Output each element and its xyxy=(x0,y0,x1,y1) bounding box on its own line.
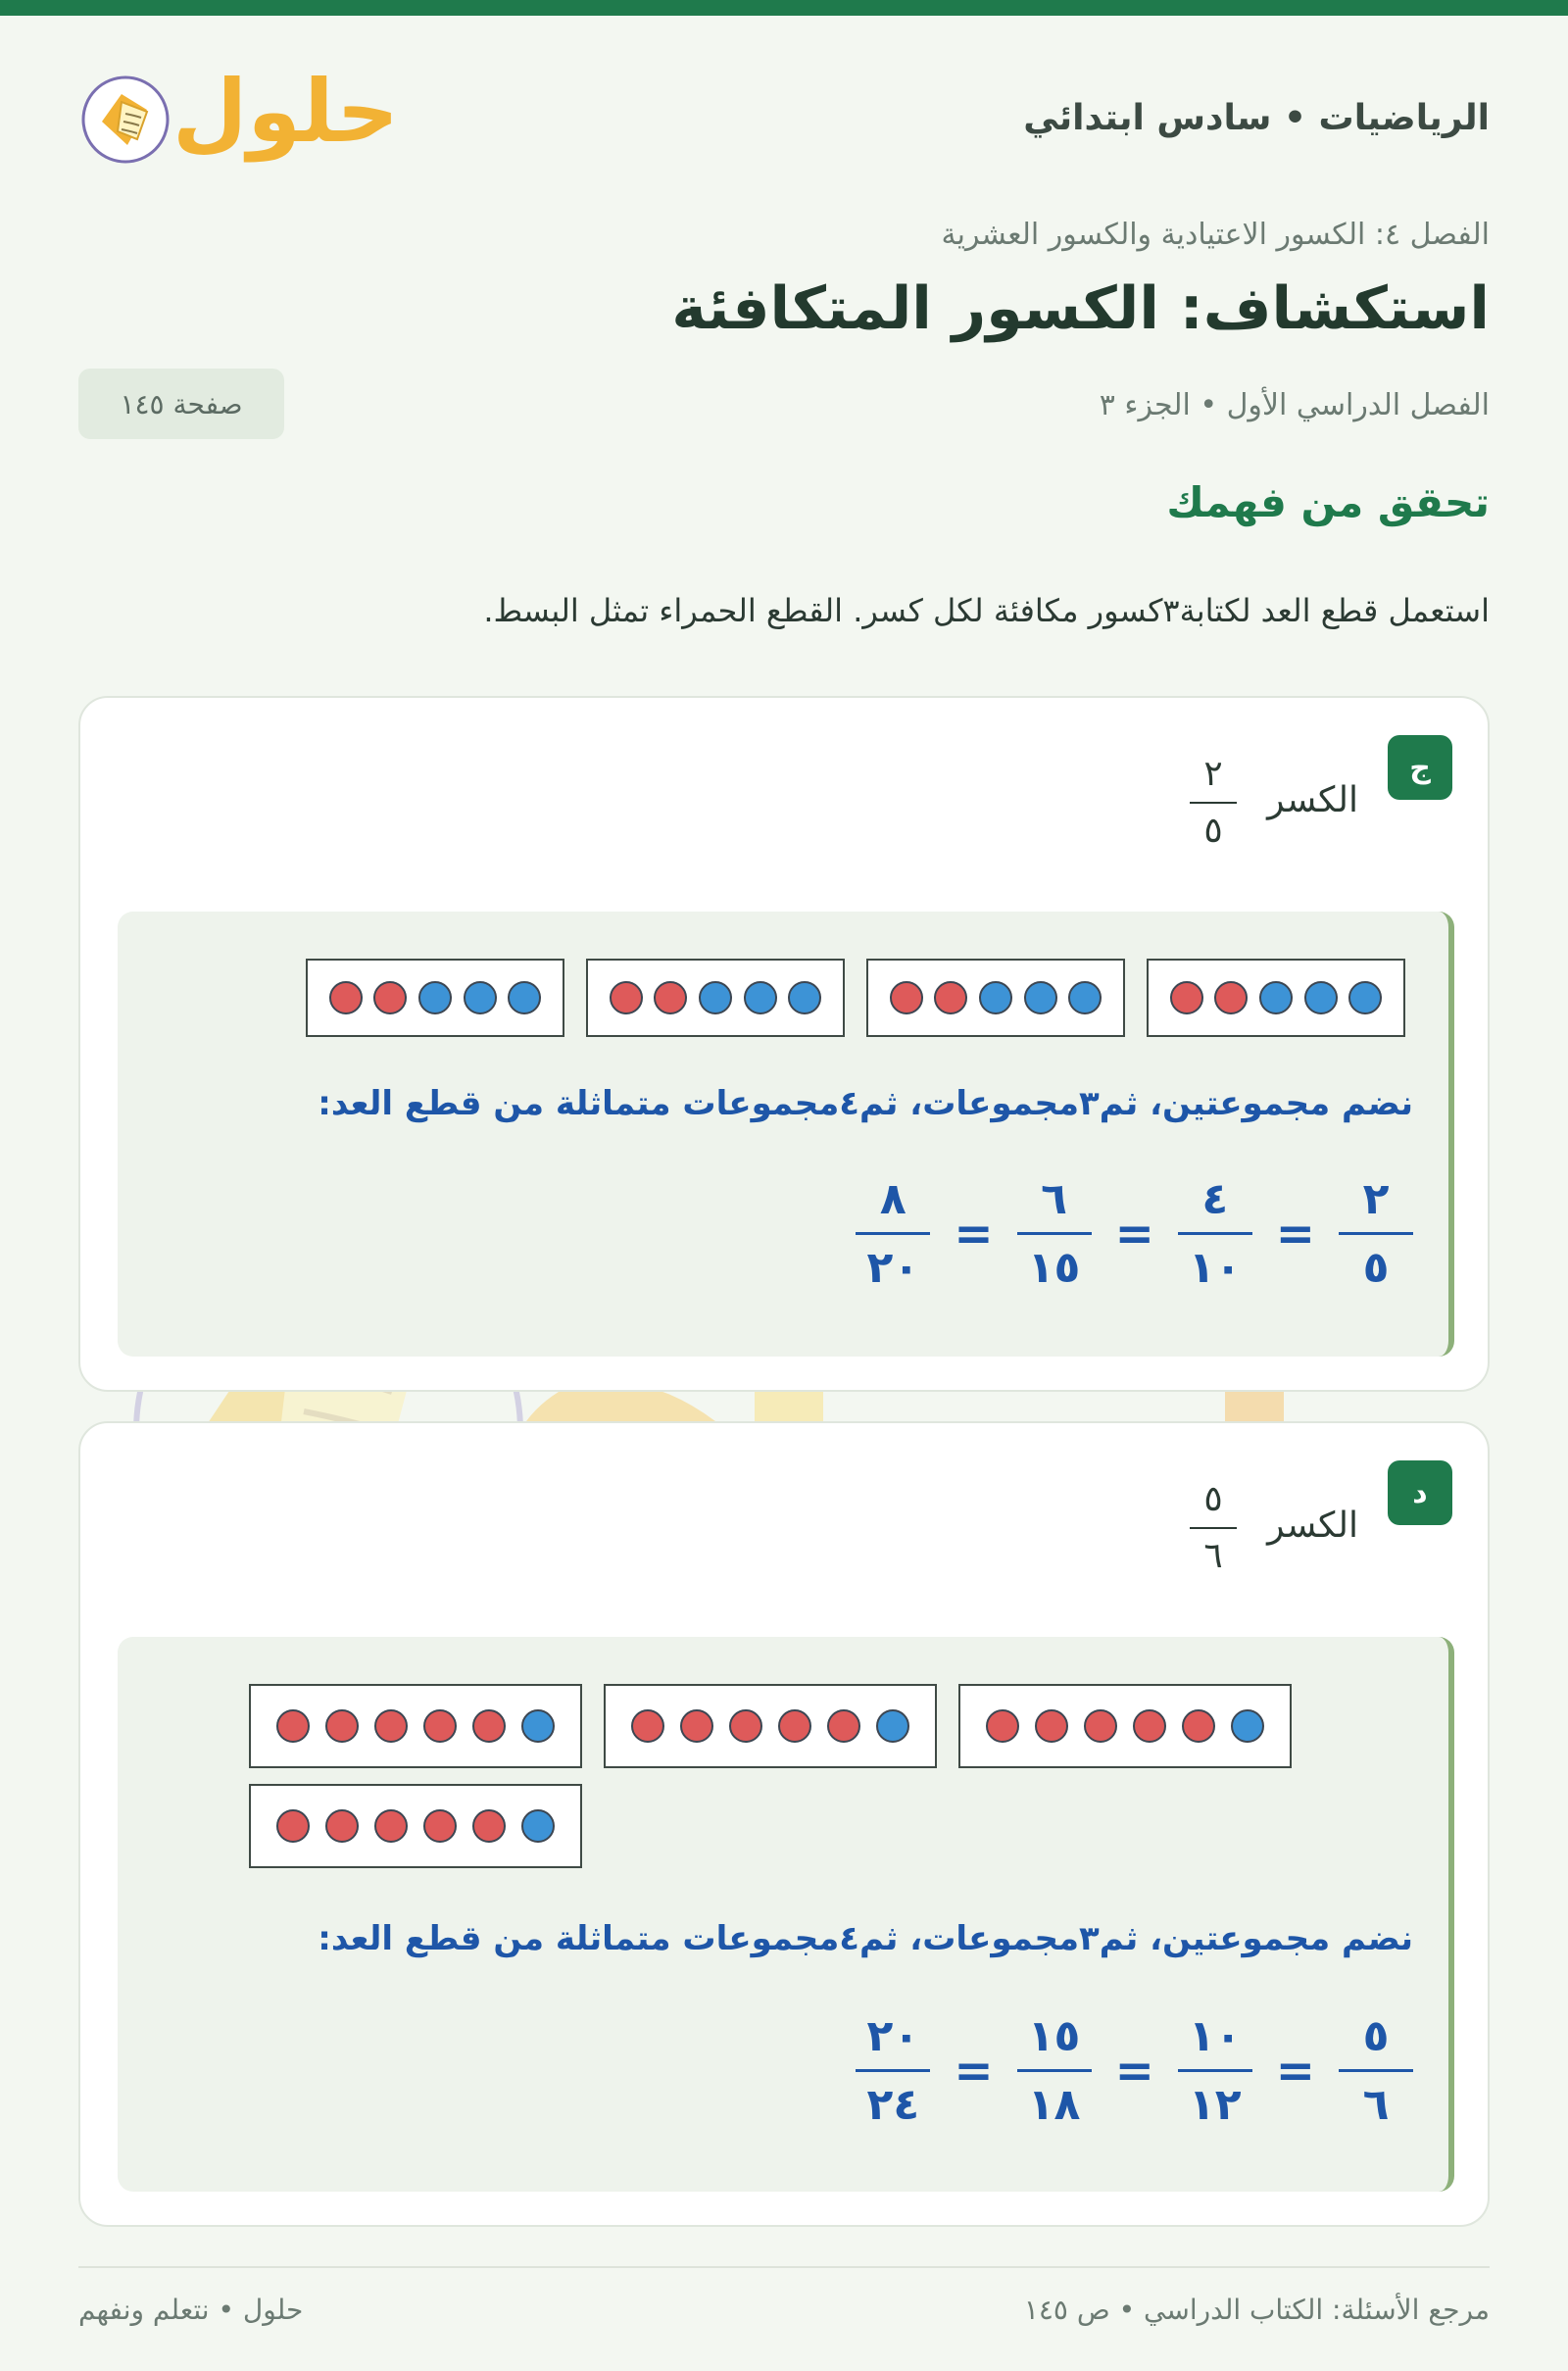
fraction-bar xyxy=(1178,1232,1252,1235)
exercise-badge: د xyxy=(1388,1460,1452,1525)
footer-divider xyxy=(78,2266,1490,2268)
term-part-label: الفصل الدراسي الأول • الجزء ٣ xyxy=(1099,388,1490,422)
blue-counter xyxy=(521,1709,555,1743)
red-counter xyxy=(374,1709,408,1743)
fraction-bar xyxy=(1017,2069,1092,2072)
equals-sign: = xyxy=(1114,1206,1154,1261)
counter-group xyxy=(1147,959,1405,1037)
equivalent-fractions-row xyxy=(856,1174,1413,1293)
blue-counter xyxy=(744,981,777,1014)
red-counter xyxy=(631,1709,664,1743)
red-counter xyxy=(1084,1709,1117,1743)
exercise-badge: ج xyxy=(1388,735,1452,800)
top-accent-bar xyxy=(0,0,1568,16)
page-number-badge: صفحة ١٤٥ xyxy=(78,369,284,439)
logo-book-icon xyxy=(78,73,172,167)
red-counter xyxy=(1133,1709,1166,1743)
exercise-card-d xyxy=(78,1421,1490,2227)
fraction-label: الكسر xyxy=(1267,1506,1358,1546)
equivalent-fraction xyxy=(1017,2011,1092,2130)
subject-grade: الرياضيات • سادس ابتدائي xyxy=(1023,98,1490,138)
combine-instruction: نضم مجموعتين، ثم٣مجموعات، ثم٤مجموعات متماثلة من قطع العد: xyxy=(318,1919,1413,1958)
counter-group xyxy=(306,959,564,1037)
equivalent-fraction xyxy=(1017,1174,1092,1293)
equivalent-fraction xyxy=(856,2011,930,2130)
red-counter xyxy=(329,981,363,1014)
solution-panel xyxy=(118,1637,1454,2192)
red-counter xyxy=(1182,1709,1215,1743)
blue-counter xyxy=(508,981,541,1014)
red-counter xyxy=(1170,981,1203,1014)
given-fraction xyxy=(1186,1478,1241,1578)
denominator: ٢٠ xyxy=(866,1243,920,1293)
equivalent-fraction xyxy=(1339,2011,1413,2130)
red-counter xyxy=(472,1809,506,1843)
red-counter xyxy=(890,981,923,1014)
given-fraction xyxy=(1186,753,1241,853)
equals-sign: = xyxy=(1275,2043,1315,2099)
fraction-numerator: ٥ xyxy=(1203,1479,1223,1519)
red-counter xyxy=(827,1709,860,1743)
red-counter xyxy=(1214,981,1248,1014)
blue-counter xyxy=(464,981,497,1014)
red-counter xyxy=(610,981,643,1014)
numerator: ١٥ xyxy=(1027,2011,1081,2061)
fraction-bar xyxy=(1339,1232,1413,1235)
equivalent-fraction xyxy=(856,1174,930,1293)
chapter-label: الفصل ٤: الكسور الاعتيادية والكسور العشرية xyxy=(941,218,1490,252)
fraction-bar xyxy=(856,2069,930,2072)
red-counter xyxy=(325,1809,359,1843)
hulul-logo xyxy=(78,61,399,174)
equivalent-fraction xyxy=(1178,2011,1252,2130)
counter-group xyxy=(958,1684,1292,1768)
blue-counter xyxy=(1259,981,1293,1014)
page-header xyxy=(78,59,1490,176)
red-counter xyxy=(423,1709,457,1743)
red-counter xyxy=(1035,1709,1068,1743)
fraction-numerator: ٢ xyxy=(1203,754,1223,794)
denominator: ١٢ xyxy=(1188,2080,1242,2130)
red-counter xyxy=(325,1709,359,1743)
red-counter xyxy=(934,981,967,1014)
numerator: ٨ xyxy=(879,1174,906,1224)
numerator: ٤ xyxy=(1201,1174,1229,1224)
fraction-bar xyxy=(856,1232,930,1235)
red-counter xyxy=(986,1709,1019,1743)
equals-sign: = xyxy=(954,1206,994,1261)
equals-sign: = xyxy=(1114,2043,1154,2099)
fraction-bar xyxy=(1190,1527,1237,1529)
equals-sign: = xyxy=(1275,1206,1315,1261)
footer-brand: حلول • نتعلم ونفهم xyxy=(78,2294,304,2326)
fraction-bar xyxy=(1178,2069,1252,2072)
red-counter xyxy=(729,1709,762,1743)
blue-counter xyxy=(699,981,732,1014)
numerator: ٢ xyxy=(1362,1174,1390,1224)
equivalent-fraction xyxy=(1178,1174,1252,1293)
red-counter xyxy=(680,1709,713,1743)
denominator: ١٨ xyxy=(1027,2080,1081,2130)
denominator: ٦ xyxy=(1362,2080,1390,2130)
numerator: ٥ xyxy=(1362,2011,1390,2061)
equivalent-fractions-row xyxy=(856,2011,1413,2130)
exercise-card-c xyxy=(78,696,1490,1392)
blue-counter xyxy=(1024,981,1057,1014)
red-counter xyxy=(373,981,407,1014)
blue-counter xyxy=(979,981,1012,1014)
equivalent-fraction xyxy=(1339,1174,1413,1293)
red-counter xyxy=(276,1809,310,1843)
red-counter xyxy=(423,1809,457,1843)
denominator: ١٥ xyxy=(1027,1243,1081,1293)
logo-text: حلول xyxy=(172,61,399,162)
footer-reference: مرجع الأسئلة: الكتاب الدراسي • ص ١٤٥ xyxy=(1023,2294,1490,2326)
page-title: استكشاف: الكسور المتكافئة xyxy=(671,274,1490,343)
counter-group xyxy=(586,959,845,1037)
blue-counter xyxy=(1348,981,1382,1014)
fraction-label: الكسر xyxy=(1267,780,1358,820)
equals-sign: = xyxy=(954,2043,994,2099)
blue-counter xyxy=(1231,1709,1264,1743)
blue-counter xyxy=(876,1709,909,1743)
red-counter xyxy=(374,1809,408,1843)
fraction-bar xyxy=(1339,2069,1413,2072)
blue-counter xyxy=(521,1809,555,1843)
numerator: ٢٠ xyxy=(866,2011,920,2061)
counter-group xyxy=(249,1684,582,1768)
denominator: ٢٤ xyxy=(866,2080,920,2130)
counter-group xyxy=(604,1684,937,1768)
red-counter xyxy=(778,1709,811,1743)
blue-counter xyxy=(1068,981,1102,1014)
counter-group xyxy=(866,959,1125,1037)
blue-counter xyxy=(418,981,452,1014)
red-counter xyxy=(472,1709,506,1743)
fraction-denominator: ٥ xyxy=(1203,811,1223,851)
fraction-denominator: ٦ xyxy=(1203,1536,1223,1576)
numerator: ١٠ xyxy=(1188,2011,1242,2061)
counter-group xyxy=(249,1784,582,1868)
solution-panel xyxy=(118,912,1454,1357)
blue-counter xyxy=(788,981,821,1014)
section-title: تحقق من فهمك xyxy=(1166,478,1490,526)
combine-instruction: نضم مجموعتين، ثم٣مجموعات، ثم٤مجموعات متماثلة من قطع العد: xyxy=(318,1084,1413,1123)
fraction-bar xyxy=(1017,1232,1092,1235)
denominator: ١٠ xyxy=(1188,1243,1242,1293)
instruction-text: استعمل قطع العد لكتابة٣كسور مكافئة لكل كسر. القطع الحمراء تمثل البسط. xyxy=(483,592,1490,629)
red-counter xyxy=(654,981,687,1014)
red-counter xyxy=(276,1709,310,1743)
numerator: ٦ xyxy=(1041,1174,1067,1224)
blue-counter xyxy=(1304,981,1338,1014)
denominator: ٥ xyxy=(1362,1243,1390,1293)
fraction-bar xyxy=(1190,802,1237,804)
